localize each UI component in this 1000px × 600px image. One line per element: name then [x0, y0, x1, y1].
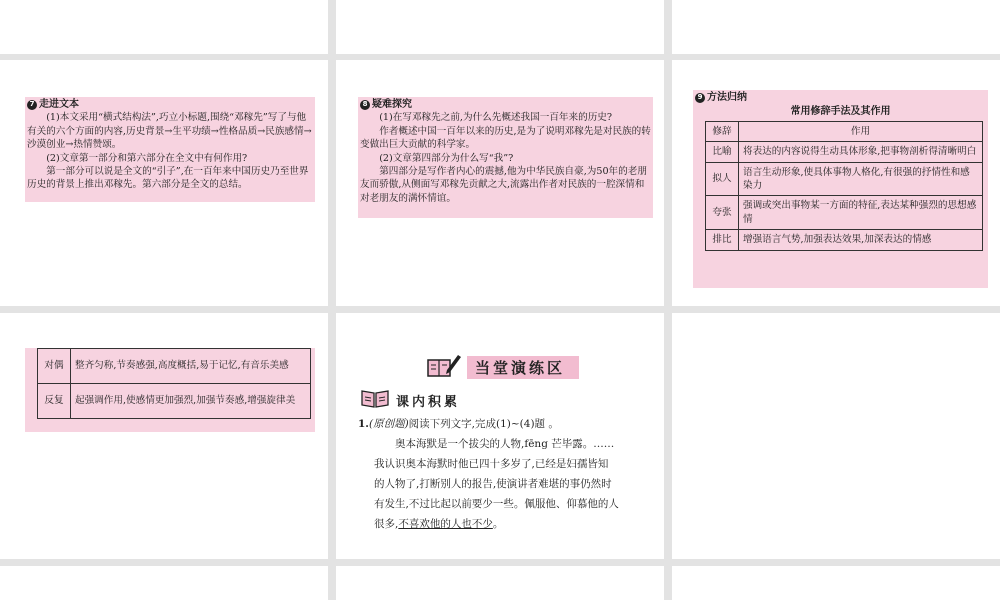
table-title: 常用修辞手法及其作用 [790, 106, 891, 118]
tile-r1c3 [672, 0, 1000, 54]
table-row [706, 162, 983, 196]
effect-cell: 将表达的内容说得生动具体形象,把事物剖析得清晰明白 [739, 142, 983, 162]
header-cell: 修辞 [706, 121, 739, 141]
table-row [38, 349, 311, 384]
section-heading [27, 98, 313, 111]
tile-r3c3 [672, 313, 1000, 559]
section-method-summary-continued [25, 348, 315, 432]
question-number: 1. [358, 418, 369, 430]
term-cell: 比喻 [706, 142, 739, 162]
section-heading [360, 98, 651, 111]
header-cell: 作用 [739, 121, 983, 141]
section-walk-into-text [25, 97, 315, 202]
term-cell: 排比 [706, 230, 739, 250]
table-row [706, 142, 983, 162]
section-method-summary [693, 90, 988, 288]
rhetoric-table [705, 121, 983, 251]
practice-banner [427, 352, 579, 382]
table-row [706, 230, 983, 250]
passage-line [374, 514, 658, 534]
tile-r1c2 [336, 0, 664, 54]
question-tag: (原创题) [368, 418, 409, 430]
table-row [706, 196, 983, 230]
table-header-row [706, 121, 983, 141]
passage-text: 很多, [374, 518, 399, 530]
reading-passage [358, 434, 658, 534]
section-title: 疑难探究 [372, 99, 412, 110]
notebook-pencil-icon [427, 352, 461, 382]
question-prompt [358, 414, 658, 434]
section-title: 方法归纳 [707, 92, 747, 103]
banner-title: 当堂演练区 [467, 356, 579, 379]
passage-line: 的人物了,打断别人的报告,使演讲者难堪的事仍然时 [374, 478, 612, 490]
section-title: 走进文本 [39, 99, 79, 110]
paragraph: (1)在写邓稼先之前,为什么先概述我国一百年来的历史? [379, 112, 613, 124]
tile-r4c2 [336, 566, 664, 600]
effect-cell: 语言生动形象,使具体事物人格化,有很强的抒情性和感染力 [739, 162, 983, 196]
tile-r4c1 [0, 566, 328, 600]
sub-heading-title: 课内积累 [396, 394, 461, 410]
passage-line: 有发生,不过比起以前要少一些。佩服他、仰慕他的人 [374, 498, 619, 510]
question-text: 阅读下列文字,完成(1)~(4)题 。 [408, 418, 559, 430]
paragraph: (2)文章第四部分为什么写“我”? [379, 152, 514, 164]
section-number: 7 [27, 100, 37, 110]
underlined-phrase: 不喜欢他的人也不少 [398, 518, 493, 530]
paragraph: (1)本文采用“横式结构法”,巧立小标题,围绕“邓稼先”写了与他有关的六个方面的内容,历史背景→生平功绩→性格品质→民族感情→沙漠创业→热情赞颂。 [27, 112, 312, 151]
effect-cell: 起强调作用,使感情更加强烈,加强节奏感,增强旋律美 [71, 384, 311, 419]
section-difficult-questions [358, 97, 653, 218]
book-icon [360, 388, 390, 412]
tile-r1c1 [0, 0, 328, 54]
passage-text: 。 [492, 518, 504, 530]
effect-cell: 整齐匀称,节奏感强,高度概括,易于记忆,有音乐美感 [71, 349, 311, 384]
question-1 [358, 414, 658, 534]
table-row [38, 384, 311, 419]
effect-cell: 强调或突出事物某一方面的特征,表达某种强烈的思想感情 [739, 196, 983, 230]
rhetoric-table [37, 348, 311, 419]
passage-line: 奥本海默是一个拔尖的人物,fēng 芒毕露。…… [395, 438, 615, 450]
term-cell: 反复 [38, 384, 71, 419]
effect-cell: 增强语言气势,加强表达效果,加深表达的情感 [739, 230, 983, 250]
paragraph: 第四部分是写作者内心的震撼,他为中华民族自豪,为50年的老朋友而骄傲,从侧面写邓稼先贡献之大,流露出作者对民族的一腔深情和对老朋友的满怀情谊。 [360, 166, 647, 204]
term-cell: 拟人 [706, 162, 739, 196]
paragraph: 第一部分可以说是全文的“引子”,在一百年来中国历史乃至世界历史的背景上推出邓稼先。第六部分是全文的总结。 [27, 166, 309, 191]
passage-line: 我认识奥本海默时他已四十多岁了,已经是妇孺皆知 [374, 458, 609, 470]
section-number: 8 [360, 100, 370, 110]
section-number: 9 [695, 93, 705, 103]
paragraph: (2)文章第一部分和第六部分在全文中有何作用? [46, 152, 248, 164]
in-class-accumulation-heading [360, 388, 460, 412]
paragraph: 作者概述中国一百年以来的历史,是为了说明邓稼先是对民族的转变做出巨大贡献的科学家。 [360, 125, 651, 151]
term-cell: 夸张 [706, 196, 739, 230]
tile-r4c3 [672, 566, 1000, 600]
section-heading [693, 91, 988, 104]
term-cell: 对偶 [38, 349, 71, 384]
